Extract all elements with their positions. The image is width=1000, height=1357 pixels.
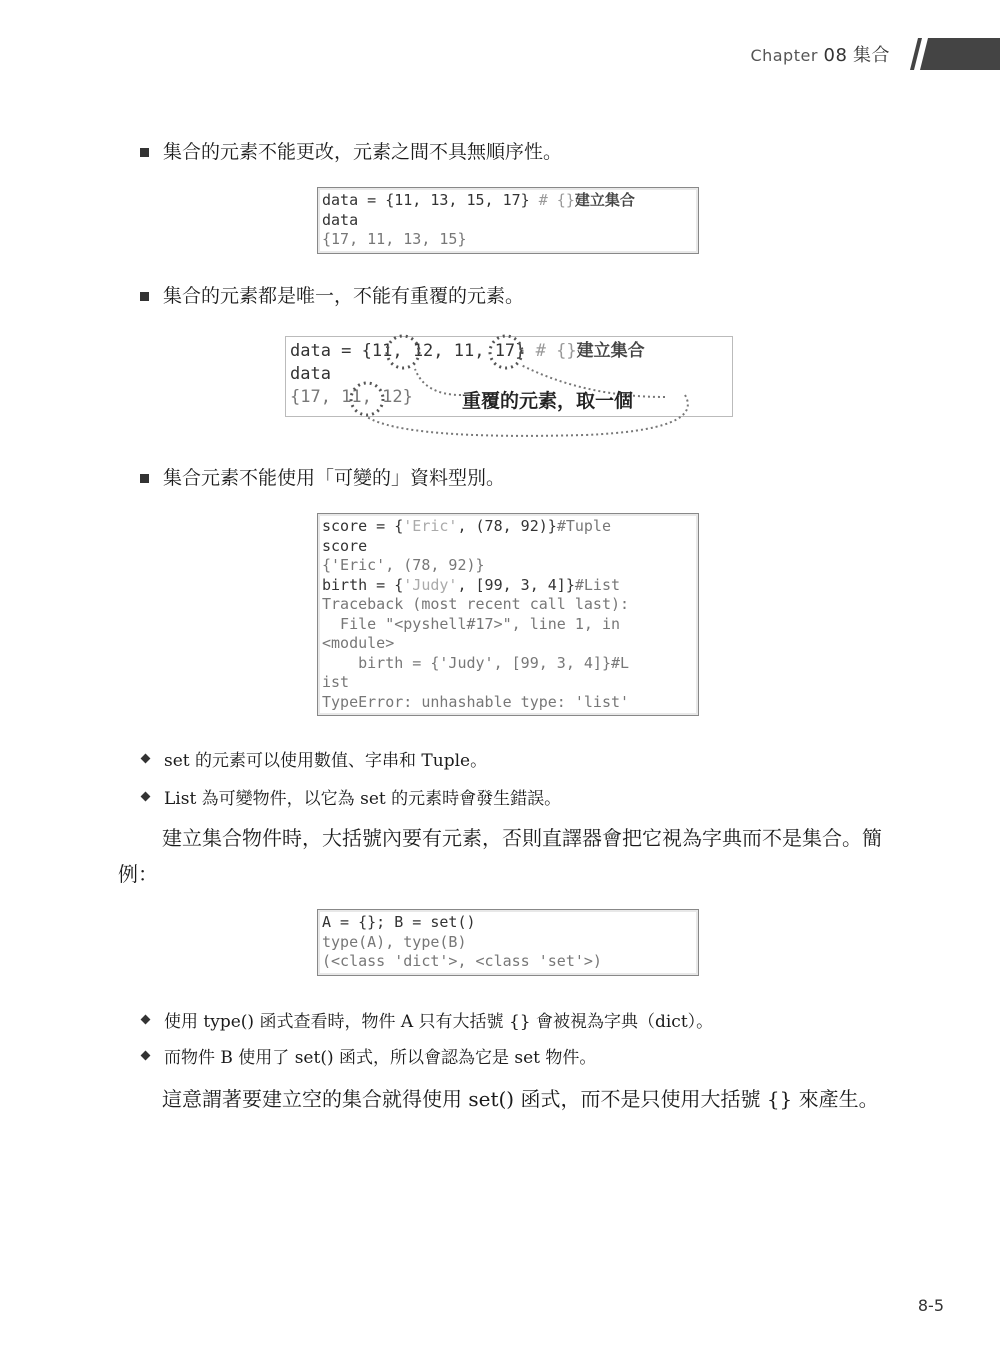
- chapter-heading: [750, 41, 890, 67]
- bullet-item-2: [140, 287, 524, 306]
- code4-l2: type(A), type(B): [322, 932, 467, 951]
- code2-line1: data = {11, 12, 11, 17}: [290, 341, 526, 361]
- code3-l6: File "<pyshell#17>", line 1, in: [322, 614, 621, 633]
- code1-line1: data = {11, 13, 15, 17}: [322, 191, 530, 209]
- chapter-header: [750, 38, 1000, 70]
- bullet-item-1: [140, 143, 562, 162]
- chapter-title: 集合: [853, 45, 890, 66]
- diamond-bullet-icon: [141, 754, 151, 764]
- code1-line2: data: [322, 210, 359, 229]
- code3-l10: TypeError: unhashable type: 'list': [322, 692, 630, 711]
- chapter-number: 08: [823, 45, 848, 66]
- code3-l4d: #List: [574, 575, 621, 594]
- square-bullet-icon: [140, 148, 149, 157]
- note-item-2: [140, 784, 561, 809]
- code3-l4a: birth = {: [322, 575, 404, 594]
- code-block-3: [317, 513, 699, 716]
- code3-l9: ist: [322, 673, 350, 691]
- code3-l4c: , [99, 3, 4]}: [457, 575, 575, 594]
- code2-line3: {17, 11, 12}: [290, 387, 413, 407]
- code3-l5: Traceback (most recent call last):: [322, 595, 630, 613]
- code3-l3: {'Eric', (78, 92)}: [322, 556, 485, 574]
- note-text-1: set 的元素可以使用數值、字串和 Tuple。: [164, 751, 488, 771]
- paragraph-2: 這意謂著要建立空的集合就得使用 set() 函式，而不是只使用大括號 {} 來產生。: [162, 1087, 879, 1111]
- square-bullet-icon: [140, 292, 149, 301]
- header-stripe-graphic: [904, 38, 1000, 70]
- code2-comment: # {}: [535, 341, 577, 361]
- code4-l3: (<class 'dict'>, <class 'set'>): [322, 952, 602, 970]
- dup-circle-2: [490, 336, 522, 368]
- bullet-text-2: 集合的元素都是唯一，不能有重覆的元素。: [163, 285, 525, 307]
- code3-l7: <module>: [322, 634, 395, 652]
- bullet-text-1: 集合的元素不能更改，元素之間不具無順序性。: [163, 141, 563, 163]
- bullet-text-3: 集合元素不能使用「可變的」資料型別。: [163, 467, 506, 489]
- duplicate-highlight-graphic: [285, 325, 725, 445]
- code1-comment: # {}: [538, 191, 575, 209]
- code3-l2: score: [322, 536, 368, 555]
- code4-l1: A = {}; B = set(): [322, 913, 476, 931]
- note-item-3: [140, 1007, 713, 1032]
- paragraph-1: 建立集合物件時，大括號內要有元素，否則直譯器會把它視為字典而不是集合。簡例：: [118, 826, 882, 886]
- code-block-1: [317, 187, 699, 254]
- duplicate-annotation: 重覆的元素，取一個: [462, 390, 634, 412]
- code2-comment-cjk: 建立集合: [576, 341, 645, 361]
- note-text-2: List 為可變物件，以它為 set 的元素時會發生錯誤。: [164, 789, 562, 809]
- arrow-to-circle-1: [415, 369, 461, 395]
- note-item-1: [140, 746, 487, 771]
- diamond-bullet-icon: [141, 792, 151, 802]
- page-number: 8-5: [917, 1296, 944, 1315]
- code2-line2: data: [290, 364, 331, 384]
- note-text-3: 使用 type() 函式查看時，物件 A 只有大括號 {} 會被視為字典（dict）。: [164, 1012, 714, 1032]
- code3-l1c: , (78, 92)}: [457, 517, 557, 535]
- note-item-4: [140, 1043, 596, 1068]
- chapter-label: Chapter: [750, 46, 818, 65]
- code1-line3: {17, 11, 13, 15}: [322, 230, 467, 248]
- code-block-4: [317, 909, 699, 976]
- result-circle: [351, 383, 383, 415]
- dup-circle-1: [387, 336, 419, 368]
- code3-l8: birth = {'Judy', [99, 3, 4]}#L: [322, 653, 630, 672]
- code3-l1b: 'Eric': [403, 517, 458, 535]
- diamond-bullet-icon: [141, 1051, 151, 1061]
- code3-l4b: 'Judy': [403, 575, 458, 594]
- diamond-bullet-icon: [141, 1015, 151, 1025]
- note-text-4: 而物件 B 使用了 set() 函式，所以會認為它是 set 物件。: [164, 1048, 597, 1068]
- code1-comment-cjk: 建立集合: [574, 191, 635, 209]
- bullet-item-3: [140, 469, 505, 488]
- square-bullet-icon: [140, 474, 149, 483]
- code3-l1d: #Tuple: [556, 517, 611, 535]
- code3-l1a: score = {: [322, 517, 404, 535]
